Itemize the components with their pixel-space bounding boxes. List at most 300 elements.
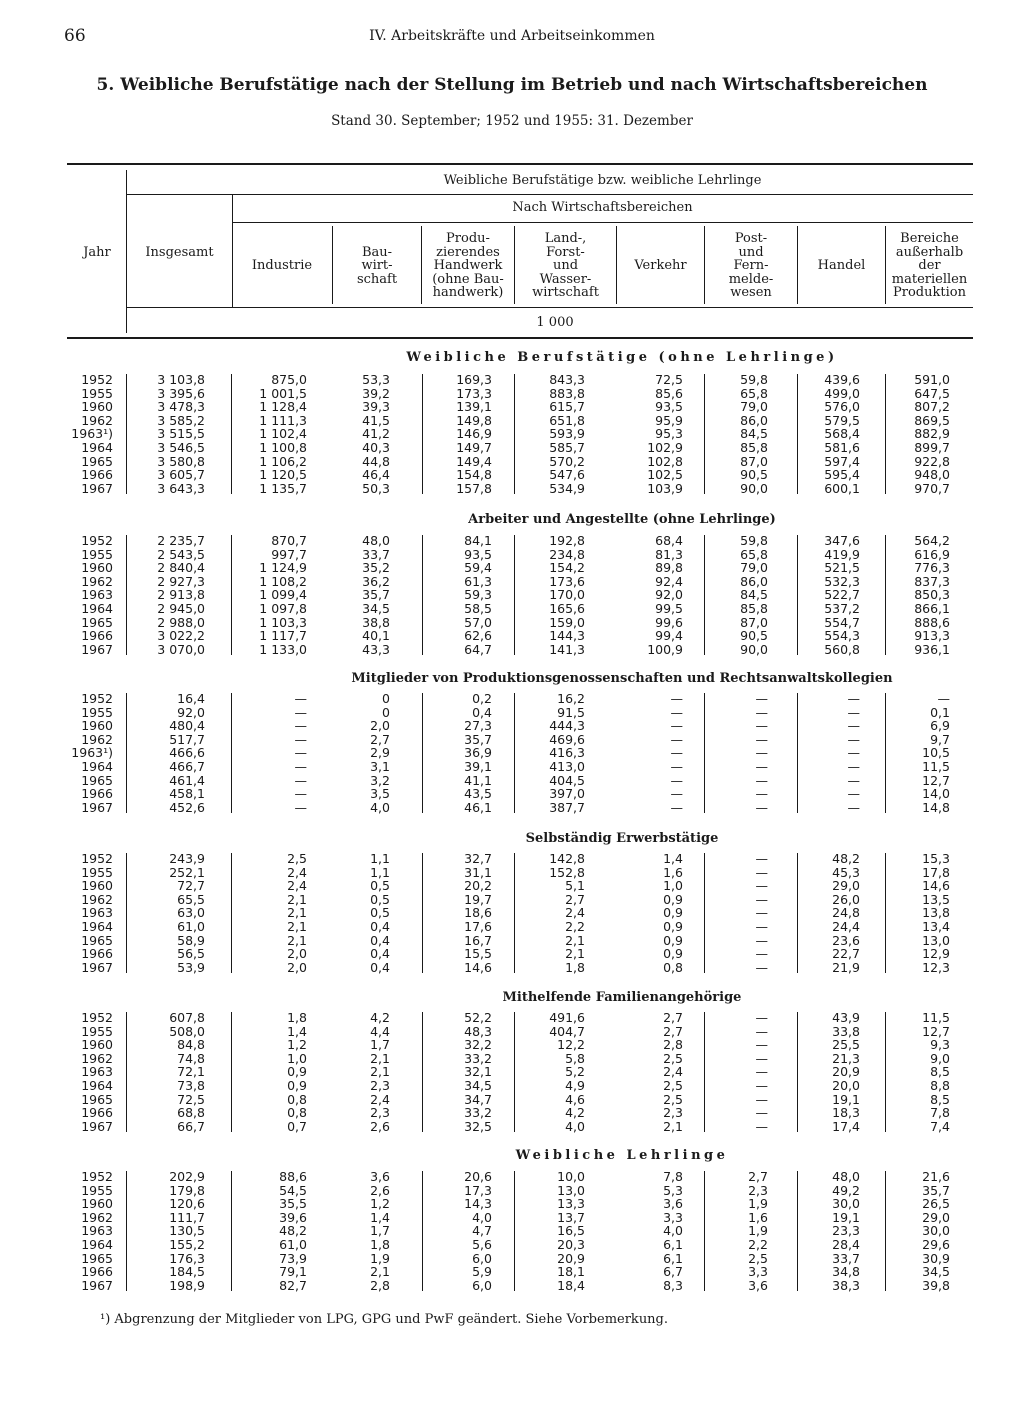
value-cell: 39,1 [464, 759, 492, 774]
table-row [0, 866, 1024, 879]
value-cell: — [755, 745, 768, 761]
value-cell: 2,1 [287, 905, 307, 921]
year-cell: 1966 [81, 946, 113, 962]
value-cell: 0,9 [663, 932, 683, 948]
column-divider [422, 535, 423, 655]
value-cell: 89,8 [655, 560, 683, 576]
value-cell: 6,9 [930, 718, 950, 734]
year-cell: 1962 [81, 1209, 113, 1225]
value-cell: — [670, 772, 683, 788]
value-cell: 387,7 [549, 799, 585, 815]
year-cell: 1962 [81, 891, 113, 907]
value-cell: 6,0 [472, 1250, 492, 1266]
value-cell: — [755, 864, 768, 880]
value-cell: 53,9 [177, 959, 205, 975]
value-cell: 85,6 [655, 385, 683, 401]
year-cell: 1952 [81, 1169, 113, 1184]
value-cell: 3 580,8 [157, 453, 205, 469]
year-cell: 1964 [81, 919, 113, 934]
value-cell: — [670, 691, 683, 706]
value-cell: 3,1 [370, 759, 390, 774]
value-cell: 452,6 [169, 799, 205, 815]
header-insgesamt: Insgesamt [145, 245, 214, 261]
value-cell: 581,6 [824, 440, 860, 455]
year-cell: 1962 [81, 573, 113, 589]
value-cell: 3,6 [370, 1169, 390, 1184]
value-cell: 170,0 [549, 587, 585, 603]
value-cell: 1,2 [370, 1196, 390, 1212]
value-cell: 26,5 [922, 1196, 950, 1212]
table-row [0, 719, 1024, 732]
value-cell: 4,6 [565, 1091, 585, 1107]
value-cell: 970,7 [914, 480, 950, 496]
table-row [0, 400, 1024, 413]
value-cell: — [755, 946, 768, 962]
value-cell: 41,1 [464, 772, 492, 788]
value-cell: — [294, 786, 307, 802]
table-row [0, 1093, 1024, 1106]
value-cell: 4,0 [663, 1223, 683, 1239]
table-row [0, 1065, 1024, 1078]
value-cell: 1,8 [370, 1237, 390, 1252]
value-cell: — [294, 691, 307, 706]
value-cell: 23,3 [832, 1223, 860, 1239]
value-cell: 508,0 [169, 1023, 205, 1039]
value-cell: 0,5 [370, 891, 390, 907]
value-cell: 537,2 [824, 601, 860, 616]
value-cell: 165,6 [549, 601, 585, 616]
value-cell: 3 478,3 [157, 399, 205, 415]
column-divider [126, 374, 127, 494]
value-cell: 21,6 [922, 1169, 950, 1184]
value-cell: 2,5 [663, 1050, 683, 1066]
value-cell: 2,0 [287, 946, 307, 962]
value-cell: 499,0 [824, 385, 860, 401]
value-cell: 1,9 [370, 1250, 390, 1266]
value-cell: — [294, 772, 307, 788]
value-cell: 17,8 [922, 864, 950, 880]
value-cell: 100,9 [647, 641, 683, 657]
column-divider [797, 693, 798, 813]
value-cell: 65,5 [177, 891, 205, 907]
value-cell: — [670, 745, 683, 761]
value-cell: — [755, 772, 768, 788]
value-cell: 43,5 [464, 786, 492, 802]
value-cell: 4,2 [370, 1010, 390, 1025]
value-cell: 469,6 [549, 731, 585, 747]
value-cell: 15,3 [922, 851, 950, 866]
value-cell: 1 106,2 [259, 453, 307, 469]
table-row [0, 692, 1024, 705]
value-cell: 2 840,4 [157, 560, 205, 576]
value-cell: 102,9 [647, 440, 683, 455]
column-divider [231, 853, 232, 973]
section-title: Selbständig Erwerbstätige [525, 831, 719, 846]
year-cell: 1966 [81, 1105, 113, 1121]
value-cell: 49,2 [832, 1182, 860, 1198]
value-cell: 12,3 [922, 959, 950, 975]
table-row [0, 961, 1024, 974]
value-cell: 59,4 [464, 560, 492, 576]
value-cell: 1,6 [748, 1209, 768, 1225]
value-cell: 2,0 [370, 718, 390, 734]
value-cell: 84,5 [740, 587, 768, 603]
value-cell: 651,8 [549, 412, 585, 428]
value-cell: 90,5 [740, 467, 768, 483]
value-cell: 32,5 [464, 1118, 492, 1134]
column-divider [231, 374, 232, 494]
value-cell: 0,4 [370, 946, 390, 962]
value-cell: 102,5 [647, 467, 683, 483]
value-cell: 554,7 [824, 614, 860, 630]
value-cell: 25,5 [832, 1037, 860, 1053]
value-cell: 4,2 [565, 1105, 585, 1121]
year-cell: 1960 [81, 560, 113, 576]
value-cell: 579,5 [824, 412, 860, 428]
value-cell: 0,4 [370, 919, 390, 934]
value-cell: 2,6 [370, 1182, 390, 1198]
value-cell: 466,6 [169, 745, 205, 761]
value-cell: 61,3 [464, 573, 492, 589]
value-cell: 1 120,5 [259, 467, 307, 483]
value-cell: 157,8 [456, 480, 492, 496]
year-cell: 1966 [81, 1264, 113, 1280]
value-cell: 92,0 [655, 587, 683, 603]
value-cell: 850,3 [914, 587, 950, 603]
table-row [0, 575, 1024, 588]
value-cell: 0,5 [370, 878, 390, 894]
year-cell: 1962 [81, 412, 113, 428]
column-divider [514, 374, 515, 494]
value-cell: 7,4 [930, 1118, 950, 1134]
value-cell: — [755, 959, 768, 975]
column-divider [231, 535, 232, 655]
value-cell: — [755, 799, 768, 815]
value-cell: 3 022,2 [157, 628, 205, 644]
header-rule-subgroup [232, 222, 973, 223]
value-cell: 547,6 [549, 467, 585, 483]
value-cell: 152,8 [549, 864, 585, 880]
column-divider [704, 853, 705, 973]
value-cell: 50,3 [362, 480, 390, 496]
value-cell: 41,2 [362, 426, 390, 442]
value-cell: 44,8 [362, 453, 390, 469]
value-cell: 0,9 [287, 1078, 307, 1093]
value-cell: 2 927,3 [157, 573, 205, 589]
column-divider [231, 1012, 232, 1132]
value-cell: — [670, 786, 683, 802]
value-cell: 0,8 [663, 959, 683, 975]
table-row [0, 602, 1024, 615]
year-cell: 1963 [81, 1064, 113, 1080]
value-cell: 32,2 [464, 1037, 492, 1053]
value-cell: — [847, 718, 860, 734]
header-col-landwirtschaft: Land-, Forst- und Wasser- wirtschaft [532, 231, 599, 301]
table-row [0, 746, 1024, 759]
value-cell: 63,0 [177, 905, 205, 921]
value-cell: 3 070,0 [157, 641, 205, 657]
value-cell: 1,7 [370, 1223, 390, 1239]
column-divider [514, 853, 515, 973]
value-cell: 28,4 [832, 1237, 860, 1252]
column-divider [885, 1012, 886, 1132]
value-cell: 2,3 [370, 1078, 390, 1093]
value-cell: 607,8 [169, 1010, 205, 1025]
value-cell: 591,0 [914, 372, 950, 387]
value-cell: 88,6 [279, 1169, 307, 1184]
year-cell: 1963¹) [71, 745, 113, 761]
value-cell: 79,0 [740, 560, 768, 576]
year-cell: 1963 [81, 1223, 113, 1239]
value-cell: 91,5 [557, 704, 585, 720]
value-cell: 9,3 [930, 1037, 950, 1053]
value-cell: 173,6 [549, 573, 585, 589]
column-divider [126, 693, 127, 813]
column-divider [422, 374, 423, 494]
year-cell: 1952 [81, 1010, 113, 1025]
value-cell: 53,3 [362, 372, 390, 387]
column-divider [704, 535, 705, 655]
table-row [0, 1279, 1024, 1292]
value-cell: 72,7 [177, 878, 205, 894]
value-cell: 20,2 [464, 878, 492, 894]
value-cell: 13,7 [557, 1209, 585, 1225]
value-cell: 27,3 [464, 718, 492, 734]
column-divider [422, 1012, 423, 1132]
value-cell: 48,2 [279, 1223, 307, 1239]
value-cell: 18,3 [832, 1105, 860, 1121]
value-cell: 48,3 [464, 1023, 492, 1039]
value-cell: 597,4 [824, 453, 860, 469]
value-cell: 202,9 [169, 1169, 205, 1184]
value-cell: 14,6 [464, 959, 492, 975]
value-cell: 36,2 [362, 573, 390, 589]
value-cell: 458,1 [169, 786, 205, 802]
value-cell: 38,8 [362, 614, 390, 630]
value-cell: 2,4 [287, 864, 307, 880]
value-cell: 12,7 [922, 1023, 950, 1039]
value-cell: 149,7 [456, 440, 492, 455]
value-cell: 997,7 [271, 546, 307, 562]
value-cell: 61,0 [279, 1237, 307, 1252]
column-divider [885, 1171, 886, 1291]
value-cell: 347,6 [824, 533, 860, 548]
value-cell: 1 099,4 [259, 587, 307, 603]
value-cell: 5,1 [565, 878, 585, 894]
value-cell: 68,8 [177, 1105, 205, 1121]
page-number: 66 [64, 26, 86, 46]
value-cell: — [755, 1064, 768, 1080]
year-cell: 1965 [81, 614, 113, 630]
value-cell: 2,4 [370, 1091, 390, 1107]
value-cell: 0,4 [472, 704, 492, 720]
table-row [0, 414, 1024, 427]
value-cell: 29,0 [832, 878, 860, 894]
value-cell: 85,8 [740, 601, 768, 616]
value-cell: 6,0 [472, 1277, 492, 1293]
value-cell: 87,0 [740, 453, 768, 469]
value-cell: 14,8 [922, 799, 950, 815]
value-cell: 413,0 [549, 759, 585, 774]
value-cell: 2 235,7 [157, 533, 205, 548]
value-cell: 2,7 [370, 731, 390, 747]
year-cell: 1962 [81, 1050, 113, 1066]
value-cell: 43,9 [832, 1010, 860, 1025]
value-cell: 111,7 [169, 1209, 205, 1225]
value-cell: 82,7 [279, 1277, 307, 1293]
header-rule-group [127, 194, 973, 195]
value-cell: 65,8 [740, 546, 768, 562]
table-row [0, 561, 1024, 574]
value-cell: 2,5 [663, 1078, 683, 1093]
value-cell: 6,1 [663, 1237, 683, 1252]
value-cell: 120,6 [169, 1196, 205, 1212]
value-cell: 93,5 [655, 399, 683, 415]
value-cell: 2,1 [287, 919, 307, 934]
value-cell: 252,1 [169, 864, 205, 880]
value-cell: — [670, 718, 683, 734]
value-cell: 1,6 [663, 864, 683, 880]
value-cell: 93,5 [464, 546, 492, 562]
value-cell: 20,9 [557, 1250, 585, 1266]
value-cell: — [670, 731, 683, 747]
value-cell: 4,0 [472, 1209, 492, 1225]
value-cell: 59,8 [740, 372, 768, 387]
value-cell: 1,7 [370, 1037, 390, 1053]
year-cell: 1967 [81, 959, 113, 975]
table-row [0, 588, 1024, 601]
section-title: Arbeiter und Angestellte (ohne Lehrlinge) [468, 512, 776, 527]
value-cell: — [755, 1105, 768, 1121]
value-cell: 92,0 [177, 704, 205, 720]
value-cell: 2 543,5 [157, 546, 205, 562]
year-cell: 1967 [81, 641, 113, 657]
header-col-bereiche: Bereiche außerhalb der materiellen Produktion [891, 231, 968, 301]
value-cell: — [755, 932, 768, 948]
table-row [0, 1106, 1024, 1119]
value-cell: 45,3 [832, 864, 860, 880]
value-cell: 593,9 [549, 426, 585, 442]
value-cell: 1 135,7 [259, 480, 307, 496]
value-cell: 560,8 [824, 641, 860, 657]
value-cell: 26,0 [832, 891, 860, 907]
value-cell: 99,5 [655, 601, 683, 616]
value-cell: 3 103,8 [157, 372, 205, 387]
value-cell: 81,3 [655, 546, 683, 562]
year-cell: 1965 [81, 932, 113, 948]
value-cell: 0,7 [287, 1118, 307, 1134]
value-cell: 568,4 [824, 426, 860, 442]
value-cell: 95,3 [655, 426, 683, 442]
year-cell: 1967 [81, 1277, 113, 1293]
table-row [0, 629, 1024, 642]
value-cell: 1,4 [287, 1023, 307, 1039]
value-cell: 0,9 [663, 891, 683, 907]
header-col-industrie: Industrie [251, 258, 313, 274]
year-cell: 1960 [81, 399, 113, 415]
column-divider [885, 693, 886, 813]
value-cell: 5,9 [472, 1264, 492, 1280]
value-cell: 444,3 [549, 718, 585, 734]
value-cell: 21,9 [832, 959, 860, 975]
value-cell: 58,5 [464, 601, 492, 616]
value-cell: — [755, 786, 768, 802]
value-cell: 58,9 [177, 932, 205, 948]
table-row [0, 616, 1024, 629]
value-cell: 23,6 [832, 932, 860, 948]
value-cell: 24,4 [832, 919, 860, 934]
value-cell: 9,0 [930, 1050, 950, 1066]
value-cell: — [847, 772, 860, 788]
value-cell: 14,0 [922, 786, 950, 802]
value-cell: 491,6 [549, 1010, 585, 1025]
value-cell: 130,5 [169, 1223, 205, 1239]
value-cell: 3,6 [663, 1196, 683, 1212]
table-top-rule [67, 163, 973, 165]
value-cell: 517,7 [169, 731, 205, 747]
table-row [0, 1197, 1024, 1210]
value-cell: 776,3 [914, 560, 950, 576]
value-cell: 13,0 [922, 932, 950, 948]
value-cell: 79,0 [740, 399, 768, 415]
column-divider [514, 535, 515, 655]
value-cell: 159,0 [549, 614, 585, 630]
value-cell: — [755, 691, 768, 706]
value-cell: 84,8 [177, 1037, 205, 1053]
running-head: IV. Arbeitskräfte und Arbeitseinkommen [369, 28, 655, 44]
value-cell: 2,1 [370, 1264, 390, 1280]
value-cell: 1,0 [663, 878, 683, 894]
column-divider [422, 693, 423, 813]
value-cell: 0,2 [472, 691, 492, 706]
column-divider [797, 374, 798, 494]
value-cell: 948,0 [914, 467, 950, 483]
value-cell: 39,8 [922, 1277, 950, 1293]
value-cell: 576,0 [824, 399, 860, 415]
value-cell: 90,0 [740, 480, 768, 496]
value-cell: — [755, 891, 768, 907]
value-cell: 59,3 [464, 587, 492, 603]
value-cell: 8,5 [930, 1091, 950, 1107]
year-cell: 1963 [81, 905, 113, 921]
value-cell: 19,1 [832, 1209, 860, 1225]
value-cell: 1 001,5 [259, 385, 307, 401]
value-cell: 57,0 [464, 614, 492, 630]
value-cell: 585,7 [549, 440, 585, 455]
value-cell: 1 097,8 [259, 601, 307, 616]
year-cell: 1964 [81, 759, 113, 774]
value-cell: 35,7 [362, 587, 390, 603]
value-cell: 2,4 [663, 1064, 683, 1080]
value-cell: 2,1 [663, 1118, 683, 1134]
value-cell: 149,4 [456, 453, 492, 469]
value-cell: 2,5 [748, 1250, 768, 1266]
section-title: Weibliche Berufstätige (ohne Lehrlinge) [406, 350, 838, 365]
value-cell: 87,0 [740, 614, 768, 630]
table-row [0, 774, 1024, 787]
year-cell: 1965 [81, 1250, 113, 1266]
value-cell: 12,2 [557, 1037, 585, 1053]
table-row [0, 852, 1024, 865]
year-cell: 1964 [81, 440, 113, 455]
year-cell: 1955 [81, 1182, 113, 1198]
value-cell: — [847, 786, 860, 802]
value-cell: 16,7 [464, 932, 492, 948]
value-cell: — [294, 799, 307, 815]
column-divider [704, 693, 705, 813]
year-cell: 1964 [81, 1237, 113, 1252]
value-cell: 39,3 [362, 399, 390, 415]
